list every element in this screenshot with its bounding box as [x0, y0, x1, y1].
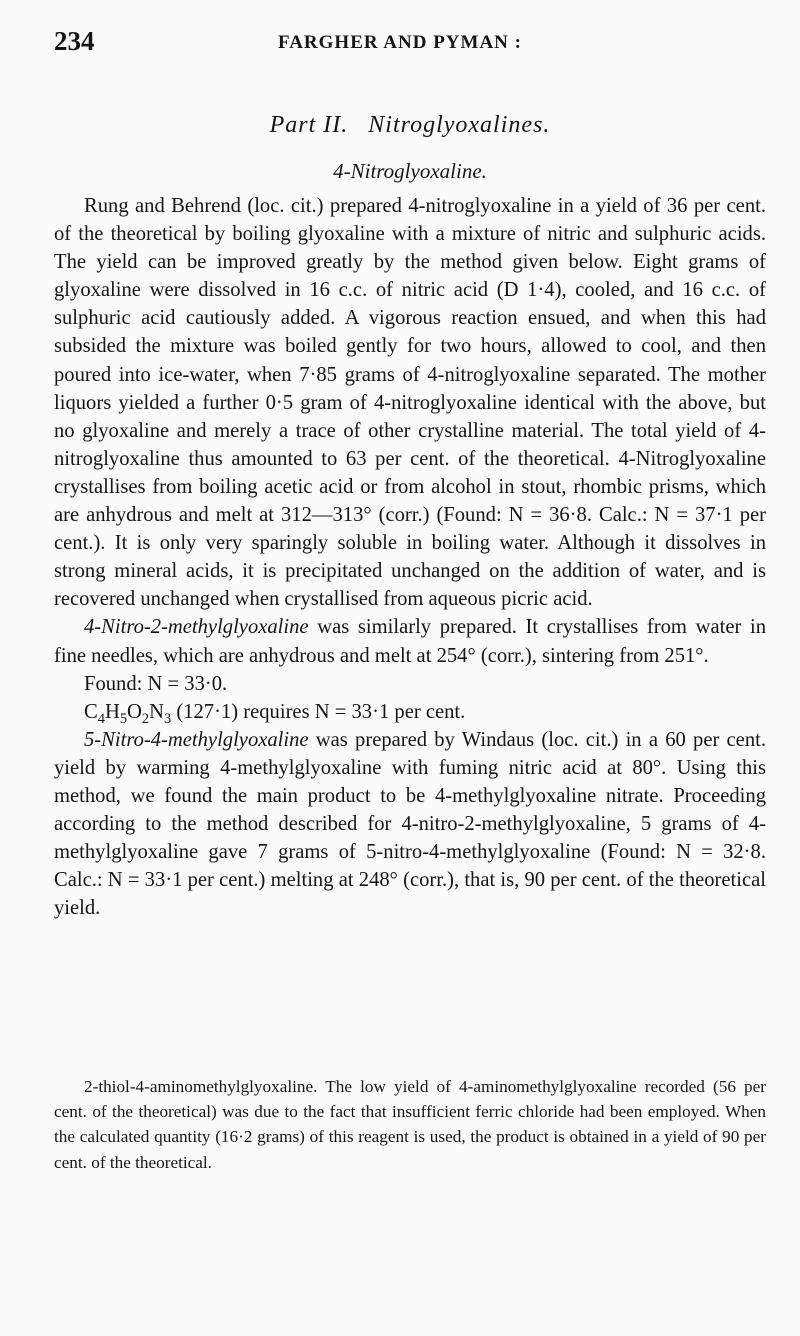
small-print-note [54, 1074, 766, 1175]
paragraph-3-text: was prepared by Windaus (loc. cit.) in a 60 per cent. yield by warming 4-methylglyoxaline with fuming nitric acid at 80°. Using this method, we found the main product to be 4-methylglyoxaline nitrate. Proceeding according to the method described for 4-nitro-2-methylglyoxaline, 5 grams of 4-methylglyoxaline gave 7 grams of 5-nitro-4-methylglyoxaline (Found: N = 32·8. Calc.: N = 33·1 per cent.) melting at 248° (corr.), that is, 90 per cent. of the theoretical yield. [54, 728, 766, 920]
body-text [54, 192, 766, 922]
compound-name-2: 4-Nitro-2-methylglyoxaline [84, 616, 309, 639]
formula-requires: (127·1) requires N = 33·1 per cent. [176, 700, 466, 723]
paragraph-4-nitroglyoxaline: Rung and Behrend (loc. cit.) prepared 4-nitroglyoxaline in a yield of 36 per cent. of the theoretical by boiling glyoxaline with a mixture of nitric and sulphuric acids. The yield can be improved greatly by the method given below. Eight grams of glyoxaline were dissolved in 16 c.c. of nitric acid (D 1·4), cooled, and 16 c.c. of sulphuric acid cautiously added. A vigorous reaction ensued, and when this had subsided the mixture was boiled gently for two hours, allowed to cool, and then poured into ice-water, when 7·85 grams of 4-nitroglyoxaline separated. The mother liquors yielded a further 0·5 gram of 4-nitroglyoxaline identical with the above, but no glyoxaline and merely a trace of other crystalline material. The total yield of 4-nitroglyoxaline thus amounted to 63 per cent. of the theoretical. 4-Nitroglyoxaline crystallises from boiling acetic acid or from alcohol in stout, rhombic prisms, which are anhydrous and melt at 312—313° (corr.) (Found: N = 36·8. Calc.: N = 37·1 per cent.). It is only very sparingly soluble in boiling water. Although it dissolves in strong mineral acids, it is precipitated unchanged on the addition of water, and is recovered unchanged when crystallised from aqueous picric acid. [54, 195, 766, 611]
found-value: Found: N = 33·0. [84, 672, 228, 695]
found-line [54, 670, 766, 698]
formula-line [54, 698, 766, 726]
small-paragraph: 2-thiol-4-aminomethylglyoxaline. The low yield of 4-aminomethylglyoxaline recorded (56 per cent. of the theoretical) was due to the fact that insufficient ferric chloride had been employed. When the calculated quantity (16·2 grams) of this reagent is used, the product is obtained in a yield of 90 per cent. of the theoretical. [54, 1077, 766, 1172]
part-label: Part II. [269, 112, 349, 138]
part-heading [54, 112, 766, 139]
running-head [54, 26, 766, 56]
paragraph-5-nitro-4-methylglyoxaline [54, 726, 766, 923]
molecular-formula: $C_4H_5O_2N_3$ [84, 700, 172, 727]
compound-name-3: 5-Nitro-4-methylglyoxaline [84, 728, 309, 751]
paragraph-2-text: was similarly prepared. It crystallises from water in fine needles, which are anhydrous and melt at 254° (corr.), sintering from 251°. [54, 616, 766, 667]
part-title: Nitroglyoxalines. [368, 112, 551, 138]
page-number: 234 [54, 26, 95, 56]
running-title: FARGHER AND PYMAN : [278, 32, 522, 53]
paragraph-4-nitro-2-methylglyoxaline [54, 613, 766, 669]
compound-heading: 4-Nitroglyoxaline. [333, 159, 487, 183]
